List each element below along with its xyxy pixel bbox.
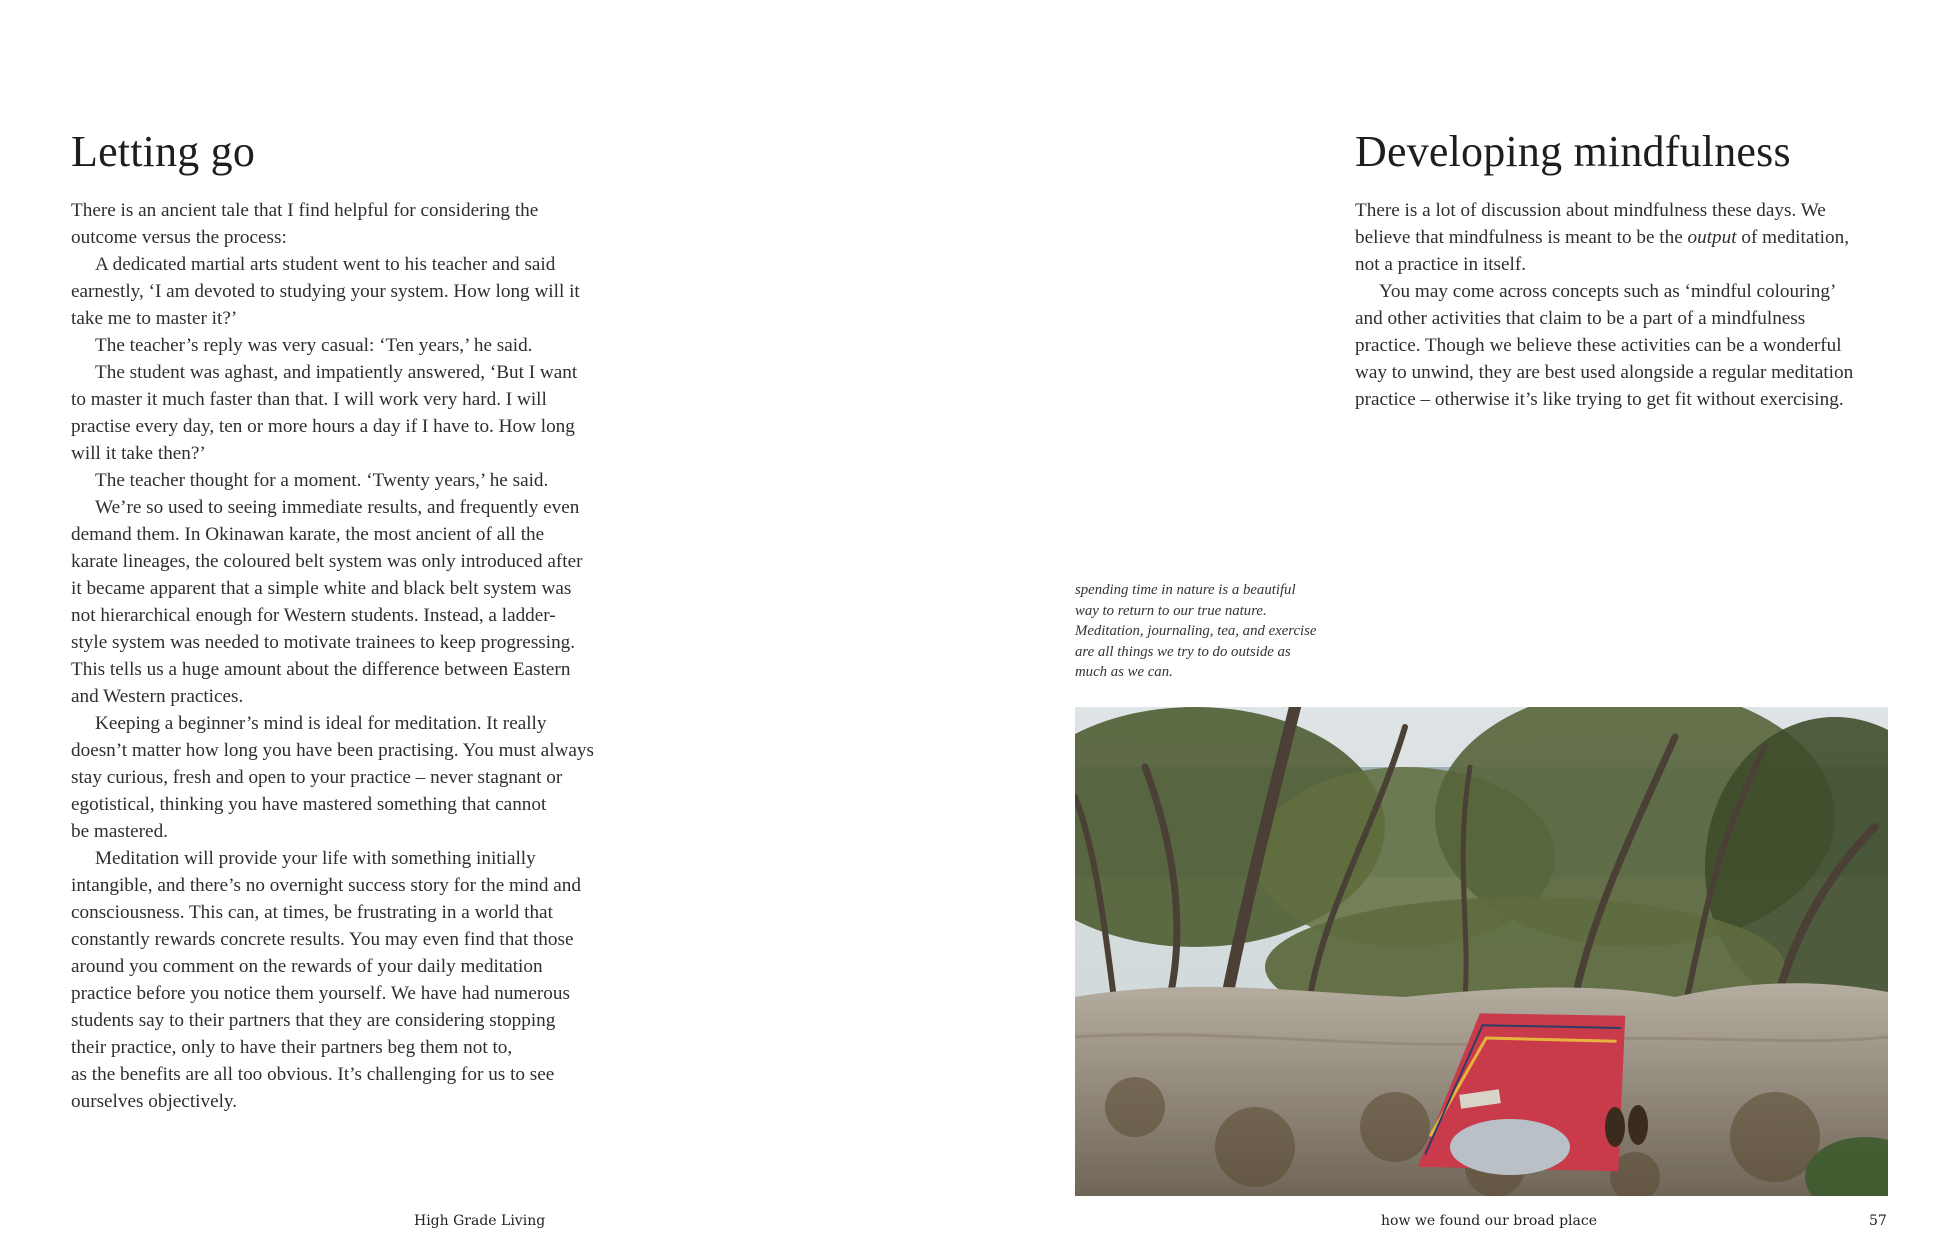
text-line: around you comment on the rewards of your daily meditation [71,956,543,977]
left-paragraph [71,494,691,710]
page-number: 57 [1869,1213,1887,1229]
text-line: Meditation will provide your life with something initially [95,848,536,869]
left-paragraph [71,845,691,1115]
emphasis-output: output [1687,227,1737,248]
text-line: This tells us a huge amount about the difference between Eastern [71,659,571,680]
sandal-right [1628,1105,1648,1145]
left-paragraph [71,197,691,251]
text-line: practice. Though we believe these activities can be a wonderful [1355,335,1842,356]
text-line: A dedicated martial arts student went to his teacher and said [95,254,556,275]
text-line: students say to their partners that they are considering stopping [71,1010,556,1031]
text-line: ourselves objectively. [71,1091,238,1112]
text-line: Keeping a beginner’s mind is ideal for meditation. It really [95,713,547,734]
left-paragraph [71,467,691,494]
text-line: style system was needed to motivate trainees to keep progressing. [71,632,576,653]
caption-line: spending time in nature is a beautiful [1075,582,1296,598]
sandal-left [1605,1107,1625,1147]
text-line: The student was aghast, and impatiently answered, ‘But I want [95,362,578,383]
right-p1-line: not a practice in itself. [1355,254,1527,275]
text-line: earnestly, ‘I am devoted to studying your system. How long will it [71,281,580,302]
text-line: egotistical, thinking you have mastered something that cannot [71,794,547,815]
text-line: as the benefits are all too obvious. It’s challenging for us to see [71,1064,555,1085]
text-line: will it take then?’ [71,443,206,464]
text-line: The teacher thought for a moment. ‘Twenty years,’ he said. [95,470,549,491]
text-line: practice before you notice them yourself. We have had numerous [71,983,570,1004]
text-line: not hierarchical enough for Western students. Instead, a ladder- [71,605,556,626]
text-line: demand them. In Okinawan karate, the most ancient of all the [71,524,545,545]
text-line: to master it much faster than that. I will work very hard. I will [71,389,547,410]
right-paragraph-2 [1355,278,1915,413]
photo-caption [1075,580,1365,683]
right-p1-line: There is a lot of discussion about mindfulness these days. We [1355,200,1826,221]
left-paragraph [71,332,691,359]
right-p1-line: of meditation, [1736,227,1849,248]
page-title-developing-mindfulness: Developing mindfulness [1355,127,1791,176]
forest-scene-illustration [1075,707,1888,1196]
text-line: consciousness. This can, at times, be frustrating in a world that [71,902,553,923]
caption-line: are all things we try to do outside as [1075,643,1291,660]
text-line: it became apparent that a simple white and black belt system was [71,578,572,599]
text-line: intangible, and there’s no overnight success story for the mind and [71,875,581,896]
text-line: and other activities that claim to be a part of a mindfulness [1355,308,1806,329]
right-body-text [1355,197,1915,413]
text-line: The teacher’s reply was very casual: ‘Ten years,’ he said. [95,335,533,356]
left-paragraph [71,359,691,467]
text-line: practise every day, ten or more hours a day if I have to. How long [71,416,575,437]
text-line: take me to master it?’ [71,308,238,329]
caption-line: Meditation, journaling, tea, and exercise [1075,623,1317,639]
left-body-text [71,197,691,1115]
text-line: and Western practices. [71,686,244,707]
text-line: stay curious, fresh and open to your practice – never stagnant or [71,767,563,788]
text-line: constantly rewards concrete results. You may even find that those [71,929,574,950]
caption-line: much as we can. [1075,664,1173,680]
caption-line: way to return to our true nature. [1075,602,1267,619]
footer-book-title: High Grade Living [414,1213,546,1229]
footer-chapter-title: how we found our broad place [1381,1213,1597,1229]
text-line: karate lineages, the coloured belt system was only introduced after [71,551,583,572]
pillow [1450,1119,1570,1175]
nature-photo [1075,707,1888,1196]
text-line: We’re so used to seeing immediate results, and frequently even [95,497,580,518]
right-p1-line: believe that mindfulness is meant to be the [1355,227,1688,248]
text-line: You may come across concepts such as ‘mindful colouring’ [1379,281,1837,302]
left-paragraph [71,251,691,332]
text-line: doesn’t matter how long you have been practising. You must always [71,740,594,761]
text-line: practice – otherwise it’s like trying to get fit without exercising. [1355,389,1844,410]
text-line: way to unwind, they are best used alongside a regular meditation [1355,362,1854,383]
left-paragraph [71,710,691,845]
text-line: There is an ancient tale that I find helpful for considering the [71,200,539,221]
text-line: their practice, only to have their partners beg them not to, [71,1037,513,1058]
text-line: outcome versus the process: [71,227,287,248]
text-line: be mastered. [71,821,168,842]
page-title-letting-go: Letting go [71,127,256,176]
